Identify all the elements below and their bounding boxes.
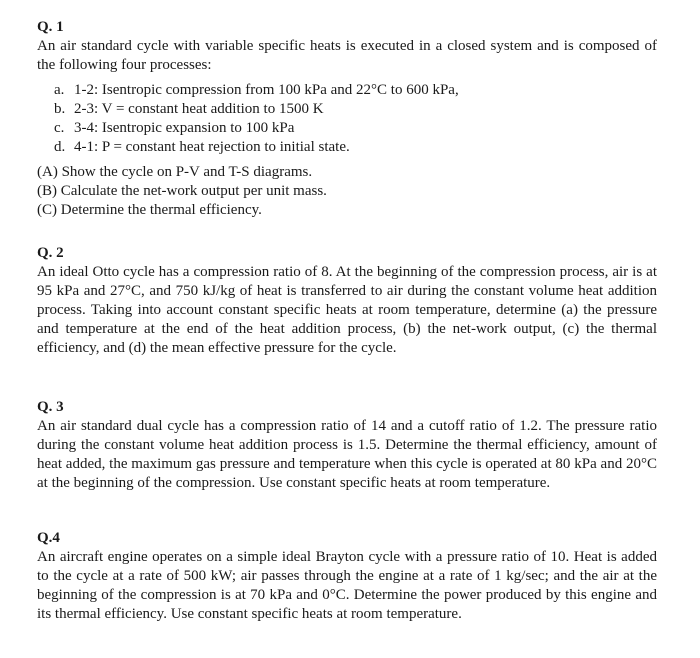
process-text: 2-3: V = constant heat addition to 1500 K [74,101,324,117]
question-4-text: An aircraft engine operates on a simple ideal Brayton cycle with a pressure ratio of 10. Heat is added to the cycle at a rate of 500 kW; air passes through the engine at a rate of 1 kg/sec; and the air at the beginning of the compression is at 70 kPa and 0°C. Determine the power produced by this engine and its thermal efficiency. Use constant specific heats at room temperature. [37,549,657,622]
question-3-heading: Q. 3 [37,399,64,415]
task-item: (C) Determine the thermal efficiency. [37,202,262,218]
process-text: 3-4: Isentropic expansion to 100 kPa [74,120,295,136]
question-1 [37,18,657,220]
question-4 [37,529,657,624]
question-3 [37,398,657,493]
process-item [37,119,657,138]
question-3-text: An air standard dual cycle has a compression ratio of 14 and a cutoff ratio of 1.2. The pressure ratio during the constant volume heat addition process is 1.5. Determine the thermal efficiency, amount of heat added, the maximum gas pressure and temperature when this cycle is operated at 80 kPa and 20°C at the beginning of the compression. Use constant specific heats at room temperature. [37,418,657,491]
process-list [37,81,657,157]
task-item: (A) Show the cycle on P-V and T-S diagrams. [37,164,313,180]
process-item [37,81,657,100]
process-marker: c. [54,120,65,136]
task-list [37,163,657,220]
question-2-text: An ideal Otto cycle has a compression ratio of 8. At the beginning of the compression process, air is at 95 kPa and 27°C, and 750 kJ/kg of heat is transferred to air during the constant volume heat addition process. Taking into account constant specific heats at room temperature, determine (a) the pressure and temperature at the end of the heat addition process, (b) the net-work output, (c) the thermal efficiency, and (d) the mean effective pressure for the cycle. [37,264,657,356]
process-marker: b. [54,101,66,117]
question-2-heading: Q. 2 [37,245,64,261]
process-marker: d. [54,139,66,155]
question-1-heading: Q. 1 [37,19,64,35]
process-text: 4-1: P = constant heat rejection to initial state. [74,139,350,155]
task-item: (B) Calculate the net-work output per unit mass. [37,183,327,199]
question-1-intro: An air standard cycle with variable specific heats is executed in a closed system and is composed of the following four processes: [37,38,657,73]
process-item [37,138,657,157]
question-2 [37,244,657,358]
question-4-heading: Q.4 [37,530,60,546]
process-text: 1-2: Isentropic compression from 100 kPa and 22°C to 600 kPa, [74,82,459,98]
process-marker: a. [54,82,65,98]
process-item [37,100,657,119]
